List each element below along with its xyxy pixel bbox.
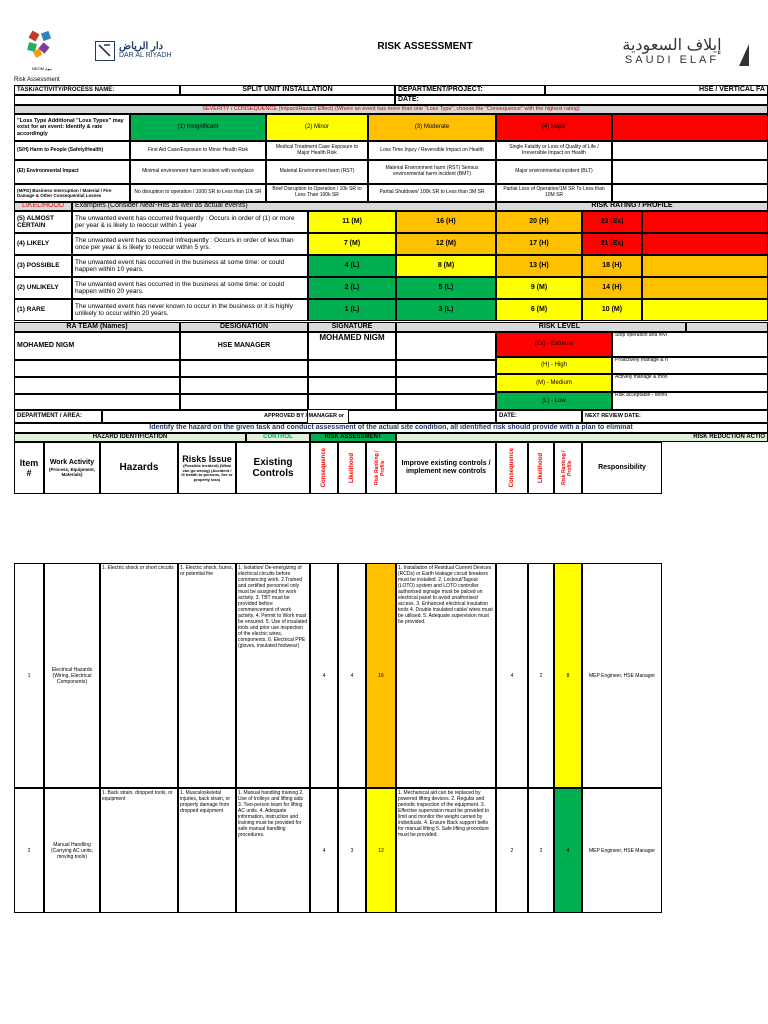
designation-label: DESIGNATION: [180, 322, 308, 332]
saudi-elaf-arabic: إيلاف السعودية: [622, 37, 722, 54]
risk-rating-cell: 5 (L): [396, 277, 496, 299]
severity-row-cell-blank: [612, 160, 768, 184]
next-review-label: NEXT REVIEW DATE:: [582, 410, 768, 423]
work-activity-cell: Manual Handling (Carrying AC units, moving tools): [44, 788, 100, 913]
date-label: DATE:: [395, 95, 768, 105]
page-title: RISK ASSESSMENT: [377, 41, 473, 52]
likelihood-level: (1) RARE: [14, 299, 72, 321]
col-consequence-2-label: Consequence: [508, 448, 515, 488]
team-row3-designation: [180, 377, 308, 394]
risk-rating-value: 16: [366, 563, 396, 788]
risk-rating-cell: 10 (M): [582, 299, 642, 321]
risk-rating-cell-extra: [642, 233, 768, 255]
col-risks-issue-sub: (Possible Incident) (What can go wrong) (Accident / Ill health to persons, fire or property loss): [181, 462, 233, 482]
saudi-elaf-english: SAUDI ELAF: [624, 54, 720, 66]
team-row4-signature: [308, 394, 396, 410]
dar-al-riyadh-logo: [95, 38, 180, 64]
risk-level-medium: (M) - Medium: [496, 374, 612, 392]
risk-level-high: (H) - High: [496, 357, 612, 374]
section-control: CONTROL: [246, 433, 310, 442]
hazards-cell: 1. Electric shock or short circuits: [100, 563, 178, 788]
risk-level-medium-action: Actively manage & mon: [612, 374, 768, 392]
col-likelihood: [338, 442, 366, 494]
dept-area-label: DEPARTMENT / AREA:: [14, 410, 102, 423]
risk-rating-cell-extra: [642, 299, 768, 321]
risks-cell: 1. Musculoskeletal injuries, back strain, or property damage from dropped equipment: [178, 788, 236, 913]
dar-logo-english: DAR AL RIYADH: [119, 51, 172, 59]
severity-row-cell: Medical Treatment Case Exposure to Major Health Risk: [266, 141, 368, 160]
col-hazards: Hazards: [100, 442, 178, 494]
dept-project-value: HSE / VERTICAL FA: [545, 85, 768, 95]
team-row3-signature: [308, 377, 396, 394]
col-improve-controls: Improve existing controls / implement new controls: [396, 442, 496, 494]
severity-row-cell: Minimal environment harm incident with workplace: [130, 160, 266, 184]
col-consequence: [310, 442, 338, 494]
section-risk-reduction: RISK REDUCTION ACTIO: [396, 433, 768, 442]
risk-rating-cell: 13 (H): [496, 255, 582, 277]
team-member-signature: MOHAMED NIGM: [308, 332, 396, 360]
likelihood-2-cell: 2: [528, 788, 554, 913]
responsibility-cell: MEP Engineer, HSE Manager: [582, 563, 662, 788]
existing-controls-cell: 1. Isolation/ De-energizing of electrical circuits before commencing work. 2.Trained and certified personnel only must be assigned for work activity. 3. TBT must be provided before commencement of work activity. 4. Permit to Work must be ensured. 5. Use of insulated tools and prior use inspection of the electric wires, components. 6. Electrical PPE (gloves, insulated footwear): [236, 563, 310, 788]
instruction-banner: Identify the hazard on the given task and conduct assessment of the actual site condition, all identified risk should provide with a plan to eliminat: [14, 423, 768, 433]
col-work-activity-label: Work Activity: [49, 458, 95, 466]
severity-row-cell: No disruption to operation / 1000 SR to Less than 10k SR: [130, 184, 266, 202]
col-risk-rating: [366, 442, 396, 494]
likelihood-description: The unwanted event has occurred in the business at some time: or could happen within 10 years.: [72, 255, 308, 277]
severity-row-label: (EI) Environmental Impact: [14, 160, 130, 184]
team-row4-blank: [396, 394, 496, 410]
likelihood-level: (3) POSSIBLE: [14, 255, 72, 277]
approved-by-value: [348, 410, 496, 423]
risk-rating-cell: 18 (H): [582, 255, 642, 277]
risk-rating-cell: 9 (M): [496, 277, 582, 299]
risk-level-extreme: (Ex) - Extreme: [496, 332, 612, 357]
risk-rating-cell: 14 (H): [582, 277, 642, 299]
dar-logo-icon: [95, 41, 115, 61]
likelihood-cell: 4: [338, 563, 366, 788]
risk-assessment-label: Risk Assessment: [14, 77, 60, 83]
severity-row-cell: Loss Time Injury / Reversible Impact on Health: [368, 141, 496, 160]
col-work-activity: [44, 442, 100, 494]
saudi-elaf-logo: [592, 38, 752, 72]
date-value-footer: [500, 410, 582, 423]
risk-rating-2-value: 8: [554, 563, 582, 788]
likelihood-description: The unwanted event has occurred frequently : Occurs in order of (1) or more per year & is likely to reoccur within 1 year: [72, 211, 308, 233]
risk-rating-cell: 3 (L): [396, 299, 496, 321]
col-responsibility: Responsibility: [582, 442, 662, 494]
likelihood-description: The unwanted event has occurred in the business at some time: or could happen within 20 years.: [72, 277, 308, 299]
work-activity-cell: Electrical Hazards (Wiring, Electrical Components): [44, 563, 100, 788]
signature-label: SIGNATURE: [308, 322, 396, 332]
risk-rating-cell: 21 (Ex): [582, 233, 642, 255]
hazards-cell: 1. Back strain, dropped tools, or equipment: [100, 788, 178, 913]
improve-controls-cell: 1. Mechanical aid can be replaced by powered lifting devices. 2. Regular and periodic inspection of the equipment. 3. Effective supervision must be provided to limit and monitor the weight carried by individuals. 4. Ensure Back support belts for manual lifting 5. Safe lifting procedure must be provided.: [396, 788, 496, 913]
severity-row-cell: Material Environment harm (RST): [266, 160, 368, 184]
item-number: 1: [14, 563, 44, 788]
team-row4-designation: [180, 394, 308, 410]
likelihood-cell: 3: [338, 788, 366, 913]
consequence-2-cell: 4: [496, 563, 528, 788]
severity-row-cell-blank: [612, 184, 768, 202]
risk-rating-cell: 2 (L): [308, 277, 396, 299]
neom-logo-icon: [22, 30, 62, 60]
neom-label: NEOM نيوم: [32, 66, 52, 71]
improve-controls-cell: 1. Installation of Residual Current Devices (RCDs) or Earth leakage circuit breakers must be installed. 2. Lockout/Tagout (LOTO) system and LOTO controller authorised signage must be palced on electrical panel to avoid unathorised access. 3. Enhanced electrical insulation tools 4. Double insulated cable/ wires must be utilised. 5. Adequate supervision must be provided.: [396, 563, 496, 788]
team-member-designation: HSE MANAGER: [180, 332, 308, 360]
risks-cell: 1. Electric shock, burns, or potential fire: [178, 563, 236, 788]
likelihood-examples-label: Examples (Consider Near-Hits as well as actual events): [72, 202, 496, 211]
risk-rating-label: RISK RATING / PROFILE: [496, 202, 768, 211]
team-blank: [396, 332, 496, 360]
risk-rating-cell: 20 (H): [496, 211, 582, 233]
likelihood-description: The unwanted event has occurred infrequently : Occurs in order of less than once per year & is likely to reoccur within 5 yrs.: [72, 233, 308, 255]
dar-logo-arabic: دار الرياض: [119, 40, 164, 52]
risk-level-low-action: Risk acceptable - Monit: [612, 392, 768, 410]
section-hazard-identification: HAZARD IDENTIFICATION: [14, 433, 246, 442]
col-risk-rating-2: [554, 442, 582, 494]
likelihood-label: LIKELIHOOD: [14, 202, 72, 211]
col-blank-right: [662, 442, 768, 494]
risk-rating-cell: 6 (M): [496, 299, 582, 321]
existing-controls-cell: 1. Manual handling training 2. Use of trolleys and lifting aids 3. Two-person team for lifting AC units. 4. Adequate information, instruction and training must be provided for safe manual handling procedures.: [236, 788, 310, 913]
risk-rating-cell: 4 (L): [308, 255, 396, 277]
col-likelihood-2: [528, 442, 554, 494]
team-member-name: MOHAMED NIGM: [14, 332, 180, 360]
severity-row-cell: Major environmental incident (BLT): [496, 160, 612, 184]
likelihood-level: (2) UNLIKELY: [14, 277, 72, 299]
risk-rating-cell-extra: [642, 277, 768, 299]
risk-rating-cell: 16 (H): [396, 211, 496, 233]
responsibility-cell: MEP Engineer, HSE Manager: [582, 788, 662, 913]
task-value: SPLIT UNIT INSTALLATION: [180, 85, 395, 95]
risk-level-extreme-action: Stop operation and revi: [612, 332, 768, 357]
severity-row-cell: First Aid Case/Exposure to Minor Health Risk: [130, 141, 266, 160]
severity-level-4: (4) Major: [496, 114, 612, 141]
col-existing-controls: Existing Controls: [236, 442, 310, 494]
dept-project-label: DEPARTMENT/PROJECT:: [395, 85, 545, 95]
severity-row-cell: Partial Loss of Operation/1M SR To Less than 10M SR: [496, 184, 612, 202]
col-risk-rating-2-label: Risk Ranking / Profile: [561, 450, 573, 486]
severity-level-3: (3) Moderate: [368, 114, 496, 141]
severity-level-5-partial: [612, 114, 768, 141]
team-row4-name: [14, 394, 180, 410]
col-likelihood-label: Likelihood: [348, 453, 355, 483]
col-risks-issue: [178, 442, 236, 494]
team-row2-designation: [180, 360, 308, 377]
risk-level-low: (L) - Low: [496, 392, 612, 410]
likelihood-2-cell: 2: [528, 563, 554, 788]
severity-banner: SEVERITY / CONSEQUENCE (Impact/Hazard Effect) (Where an event has more than one "Loss Type", choose the "Consequence" with the highest rating): [14, 105, 768, 114]
team-row2-signature: [308, 360, 396, 377]
col-item: Item #: [14, 442, 44, 494]
team-row3-name: [14, 377, 180, 394]
date-label-footer: DATE:: [496, 410, 582, 423]
risk-rating-2-value: 4: [554, 788, 582, 913]
saudi-elaf-mark-icon: [737, 42, 751, 68]
risk-rating-cell: 23 (Ex): [582, 211, 642, 233]
col-risk-rating-label: Risk Ranking / Profile: [374, 450, 386, 486]
risk-rating-cell: 8 (M): [396, 255, 496, 277]
risk-level-high-action: Proactively manage & h: [612, 357, 768, 374]
risk-level-label-cont: [686, 322, 768, 332]
likelihood-level: (4) LIKELY: [14, 233, 72, 255]
item-number: 2: [14, 788, 44, 913]
loss-type-label: "Loss Type Additional "Loss Types" may exist for an event: Identify & rate accordingly: [14, 114, 130, 141]
team-row2-blank: [396, 360, 496, 377]
task-label: TASK/ACTIVITY/PROCESS NAME:: [14, 85, 180, 95]
severity-row-cell-blank: [612, 141, 768, 160]
severity-level-2: (2) Minor: [266, 114, 368, 141]
severity-row-label: (M/FD) Business Interruption / Material / Fire Damage & Other Consequential Losses: [14, 184, 130, 202]
likelihood-description: The unwanted event has never known to occur in the business or it is highly unlikely to occur within 20 years.: [72, 299, 308, 321]
risk-rating-cell-extra: [642, 255, 768, 277]
consequence-2-cell: 2: [496, 788, 528, 913]
risk-rating-cell: 17 (H): [496, 233, 582, 255]
neom-logo: [22, 30, 62, 71]
risk-rating-value: 12: [366, 788, 396, 913]
consequence-cell: 4: [310, 563, 338, 788]
team-row3-blank: [396, 377, 496, 394]
section-risk-assessment: RISK ASSESSMENT: [310, 433, 396, 442]
risk-rating-cell: 7 (M): [308, 233, 396, 255]
risk-rating-cell-extra: [642, 211, 768, 233]
severity-row-cell: Brief Disruption to Operation / 10k SR to Less Than 100k SR: [266, 184, 368, 202]
col-work-activity-sub: (Process, Equipment, Materials): [48, 466, 95, 478]
col-risks-issue-label: Risks Issue: [182, 453, 232, 464]
task-blank: [14, 95, 395, 105]
col-likelihood-2-label: Likelihood: [537, 453, 544, 483]
approved-by-label: APPROVED BY / MANAGER or: [264, 413, 344, 420]
team-row2-name: [14, 360, 180, 377]
severity-row-cell: Single Fatality or Loss of Quality of Life / Irreversible Impact on Health: [496, 141, 612, 160]
risk-rating-cell: 11 (M): [308, 211, 396, 233]
consequence-cell: 4: [310, 788, 338, 913]
likelihood-level: (5) ALMOST CERTAIN: [14, 211, 72, 233]
risk-rating-cell: 12 (M): [396, 233, 496, 255]
severity-row-cell: Partial Shutdown/ 100k SR to Less than 3M SR: [368, 184, 496, 202]
severity-level-1: (1) Insignificant: [130, 114, 266, 141]
severity-row-label: (S/H) Harm to People (Safety/Health): [14, 141, 130, 160]
risk-rating-cell: 1 (L): [308, 299, 396, 321]
ra-team-label: RA TEAM (Names): [14, 322, 180, 332]
severity-row-cell: Material Environment harm (RST) Serious environmental harm incident (BMT): [368, 160, 496, 184]
risk-level-label: RISK LEVEL: [396, 322, 686, 332]
col-consequence-2: [496, 442, 528, 494]
col-consequence-label: Consequence: [320, 448, 327, 488]
